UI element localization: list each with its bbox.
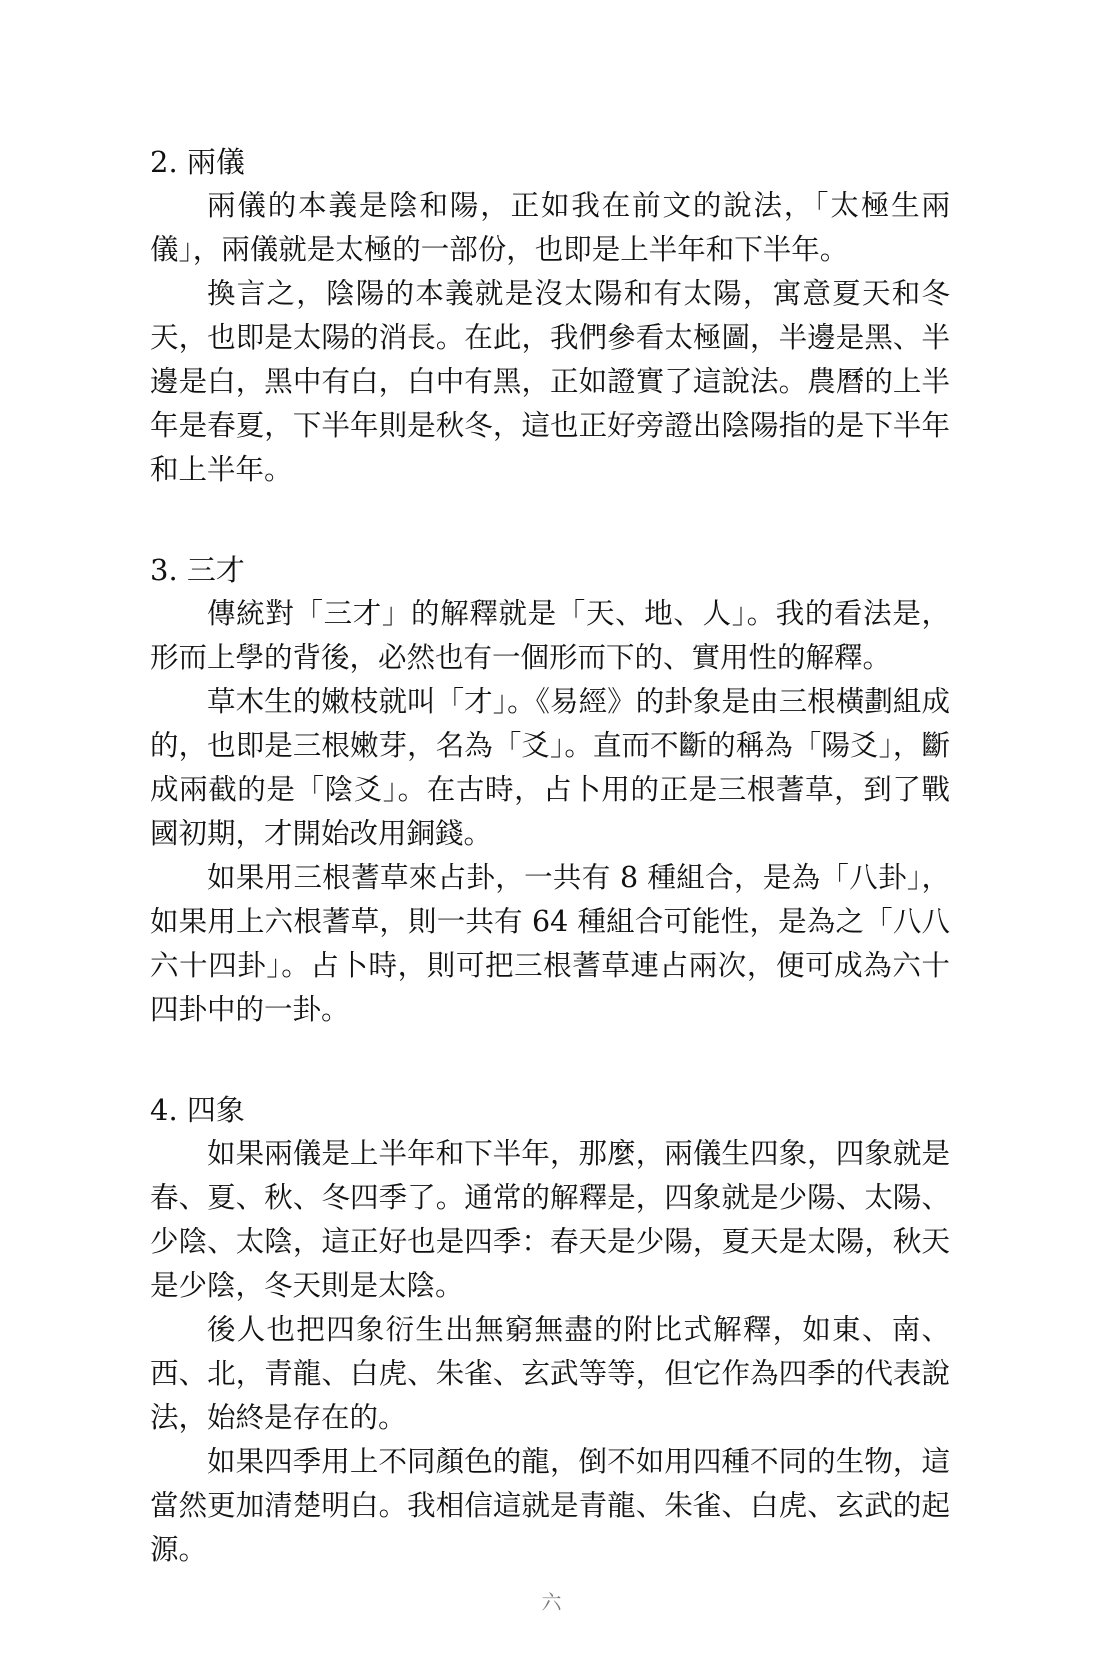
paragraph: 兩儀的本義是陰和陽，正如我在前文的說法，「太極生兩儀」，兩儀就是太極的一部份，也即是上半年和下半年。	[150, 189, 950, 266]
section-sixiang	[150, 1088, 950, 1572]
page-number: 六	[541, 1590, 562, 1614]
section-heading: 3. 三才	[150, 553, 245, 587]
paragraph: 換言之，陰陽的本義就是沒太陽和有太陽，寓意夏天和冬天，也即是太陽的消長。在此，我們參看太極圖，半邊是黑、半邊是白，黑中有白，白中有黑，正如證實了這說法。農曆的上半年是春夏，下半年則是秋冬，這也正好旁證出陰陽指的是下半年和上半年。	[150, 277, 950, 486]
paragraph: 草木生的嫩枝就叫「才」。《易經》的卦象是由三根橫劃組成的，也即是三根嫩芽，名為「爻」。直而不斷的稱為「陽爻」，斷成兩截的是「陰爻」。在古時，占卜用的正是三根蓍草，到了戰國初期，才開始改用銅錢。	[150, 685, 950, 850]
paragraph: 如果兩儀是上半年和下半年，那麼，兩儀生四象，四象就是春、夏、秋、冬四季了。通常的解釋是，四象就是少陽、太陽、少陰、太陰，這正好也是四季：春天是少陽，夏天是太陽，秋天是少陰，冬天則是太陰。	[150, 1137, 950, 1302]
paragraph: 後人也把四象衍生出無窮無盡的附比式解釋，如東、南、西、北，青龍、白虎、朱雀、玄武等等，但它作為四季的代表說法，始終是存在的。	[150, 1313, 950, 1434]
section-heading: 4. 四象	[150, 1093, 245, 1127]
section-heading: 2. 兩儀	[150, 145, 245, 179]
paragraph: 如果用三根蓍草來占卦，一共有 8 種組合，是為「八卦」，如果用上六根蓍草，則一共有 64 種組合可能性，是為之「八八六十四卦」。占卜時，則可把三根蓍草連占兩次，便可成為六十四卦中的一卦。	[150, 861, 950, 1026]
section-liangyi	[150, 140, 950, 492]
paragraph: 傳統對「三才」的解釋就是「天、地、人」。我的看法是，形而上學的背後，必然也有一個形而下的、實用性的解釋。	[150, 597, 950, 674]
document-body	[150, 140, 950, 1628]
section-sancai	[150, 548, 950, 1032]
paragraph: 如果四季用上不同顏色的龍，倒不如用四種不同的生物，這當然更加清楚明白。我相信這就是青龍、朱雀、白虎、玄武的起源。	[150, 1445, 950, 1566]
